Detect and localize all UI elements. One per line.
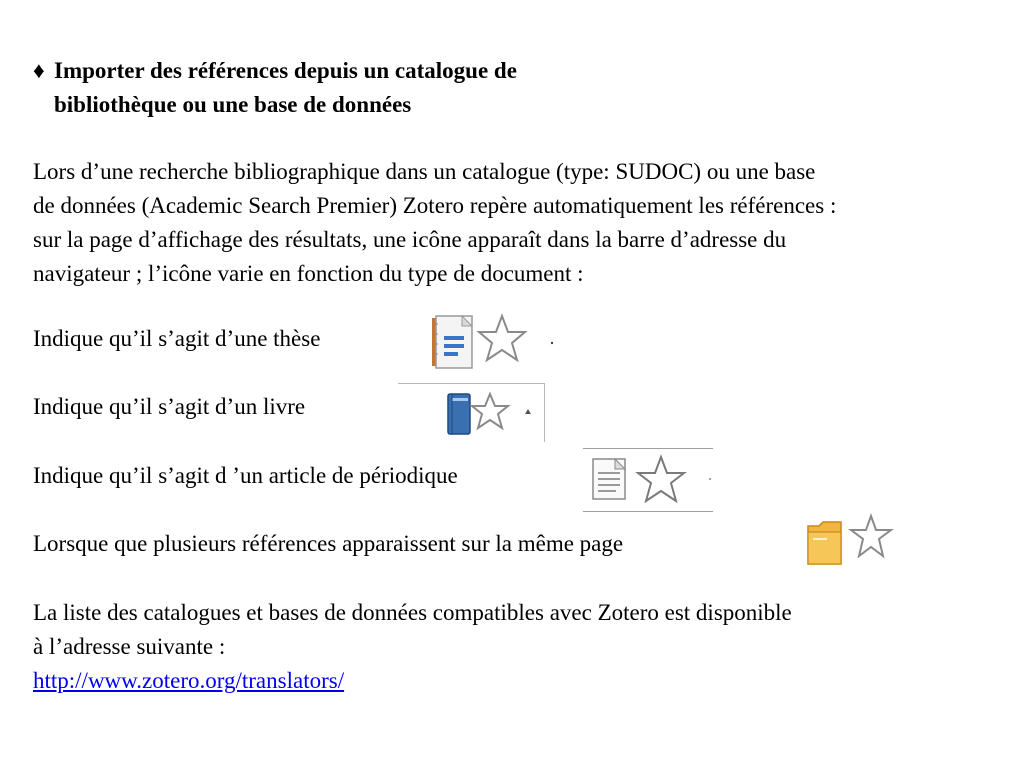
intro-line-1: Lors d’une recherche bibliographique dans un catalogue (type: SUDOC) ou une base [33, 159, 816, 184]
dot-icon [428, 312, 558, 372]
translators-link[interactable]: http://www.zotero.org/translators/ [33, 668, 345, 693]
thesis-label: Indique qu’il s’agit d’une thèse [33, 326, 321, 351]
heading-bullet: ♦ [33, 58, 45, 83]
intro-line-3: sur la page d’affichage des résultats, une icône apparaît dans la barre d’adresse du [33, 227, 787, 252]
book-icon-group [398, 383, 545, 442]
heading-line-2: bibliothèque ou une base de données [54, 92, 412, 117]
folder-label: Lorsque que plusieurs références apparaissent sur la même page [33, 531, 624, 556]
star-icon [803, 512, 899, 572]
intro-line-2: de données (Academic Search Premier) Zotero repère automatiquement les références : [33, 193, 837, 218]
heading-line-1: Importer des références depuis un catalogue de [54, 58, 517, 83]
footer-line-2: à l’adresse suivante : [33, 634, 226, 659]
book-label: Indique qu’il s’agit d’un livre [33, 394, 306, 419]
dot-icon [583, 449, 713, 511]
dropdown-arrow-icon [398, 384, 544, 442]
footer-line-1: La liste des catalogues et bases de données compatibles avec Zotero est disponible [33, 600, 792, 625]
thesis-icon-group [428, 312, 558, 372]
article-label: Indique qu’il s’agit d ’un article de périodique [33, 463, 458, 488]
folder-icon-group [803, 512, 899, 572]
intro-line-4: navigateur ; l’icône varie en fonction du type de document : [33, 261, 584, 286]
article-icon-group [583, 448, 713, 512]
